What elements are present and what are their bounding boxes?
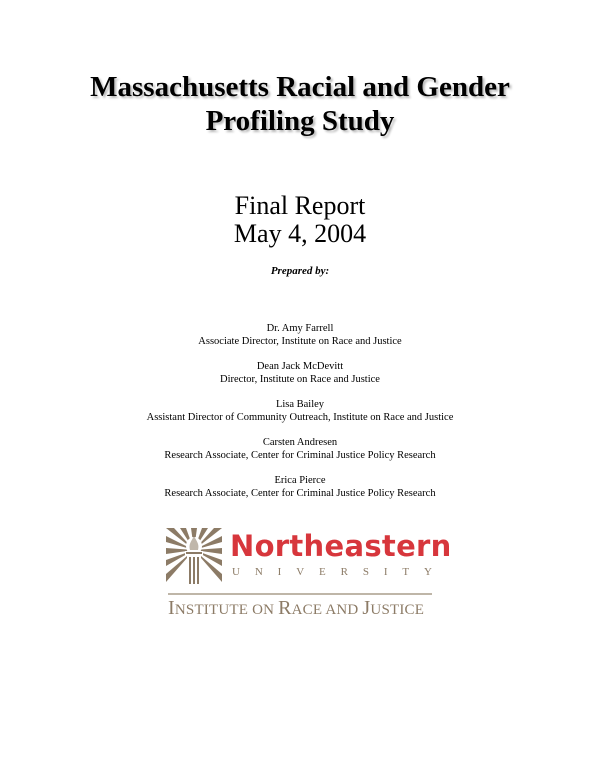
title-line-2: Profiling Study — [205, 105, 395, 137]
author-entry — [0, 436, 600, 462]
author-name: Carsten Andresen — [262, 437, 338, 448]
report-title — [0, 70, 600, 138]
author-entry — [0, 360, 600, 386]
author-list — [0, 322, 600, 512]
author-role: Research Associate, Center for Criminal Justice Policy Research — [164, 488, 436, 499]
university-letter: T — [402, 566, 410, 578]
institute-name — [168, 597, 424, 620]
author-name: Lisa Bailey — [275, 399, 325, 410]
author-entry — [0, 322, 600, 348]
report-date: May 4, 2004 — [233, 219, 367, 248]
university-letter: R — [340, 566, 348, 578]
northeastern-wordmark: Northeastern — [230, 529, 452, 563]
university-letter: U — [232, 566, 240, 578]
author-entry — [0, 474, 600, 500]
institute-smallcaps: ACE AND — [291, 602, 363, 618]
torch-sunburst-icon — [166, 528, 222, 584]
author-role: Assistant Director of Community Outreach, Institute on Race and Justice — [146, 412, 454, 423]
institute-cap: I — [168, 597, 175, 619]
author-name: Dr. Amy Farrell — [266, 323, 334, 334]
northeastern-institute-logo — [166, 528, 452, 620]
author-role: Director, Institute on Race and Justice — [220, 374, 380, 385]
university-letters — [232, 566, 432, 578]
prepared-by-label: Prepared by: — [270, 265, 330, 277]
university-letter: I — [277, 566, 282, 578]
university-letter: E — [319, 566, 326, 578]
university-letter: N — [254, 566, 263, 578]
university-letter: S — [362, 566, 369, 578]
report-subtitle — [0, 192, 600, 248]
institute-smallcaps: USTICE — [370, 602, 425, 618]
institute-cap: J — [362, 597, 371, 619]
university-letter: Y — [424, 566, 432, 578]
report-type: Final Report — [234, 191, 366, 220]
institute-cap: R — [278, 597, 292, 619]
institute-smallcaps: NSTITUTE ON — [174, 602, 279, 618]
author-entry — [0, 398, 600, 424]
author-role: Research Associate, Center for Criminal Justice Policy Research — [164, 450, 436, 461]
university-letter: V — [296, 566, 305, 578]
logo-divider — [168, 593, 432, 595]
author-name: Dean Jack McDevitt — [256, 361, 344, 372]
author-name: Erica Pierce — [274, 475, 326, 486]
university-letter: I — [383, 566, 388, 578]
author-role: Associate Director, Institute on Race and Justice — [198, 336, 402, 347]
title-line-1: Massachusetts Racial and Gender — [90, 71, 510, 103]
